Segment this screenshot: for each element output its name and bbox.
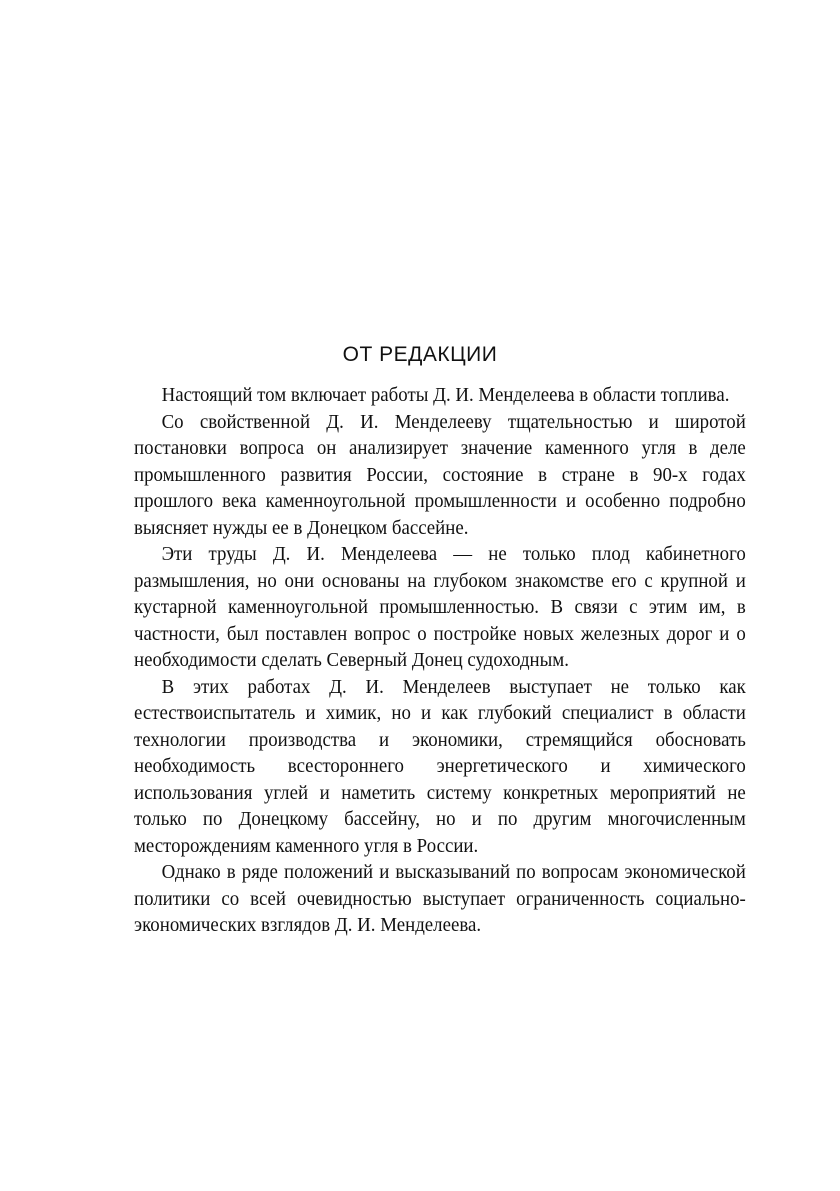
paragraph: Настоящий том включает работы Д. И. Менделеева в области топлива. xyxy=(161,384,730,406)
paragraph: В этих работах Д. И. Менделеев выступает не только как естествоиспытатель и химик, но и как глубокий специалист в области технологии производства и экономики, стремящийся обосновать необходимость всестороннего энергетического и химического использования углей и наметить систему конкретных мероприятий не только по Донецкому бассейну, но и по другим многочисленным месторождениям каменного угля в России. xyxy=(134,675,746,857)
preface-text xyxy=(134,382,746,939)
paragraph: Эти труды Д. И. Менделеева — не только плод кабинетного размышления, но они основаны на глубоком знакомстве его с крупной и кустарной каменноугольной промышленностью. В связи с этим им, в частности, был поставлен вопрос о постройке новых железных дорог и о необходимости сделать Северный Донец судоходным. xyxy=(134,543,746,671)
paragraph: Со свойственной Д. И. Менделееву тщательностью и широтой постановки вопроса он анализирует значение каменного угля в деле промышленного развития России, состояние в стране в 90-х годах прошлого века каменноугольной промышленности и особенно подробно выясняет нужды ее в Донецком бассейне. xyxy=(134,410,746,539)
page-heading: ОТ РЕДАКЦИИ xyxy=(342,343,498,366)
paragraph: Однако в ряде положений и высказываний по вопросам экономической политики со всей очевидностью выступает ограниченность социально-экономических взглядов Д. И. Менделеева. xyxy=(134,861,746,936)
